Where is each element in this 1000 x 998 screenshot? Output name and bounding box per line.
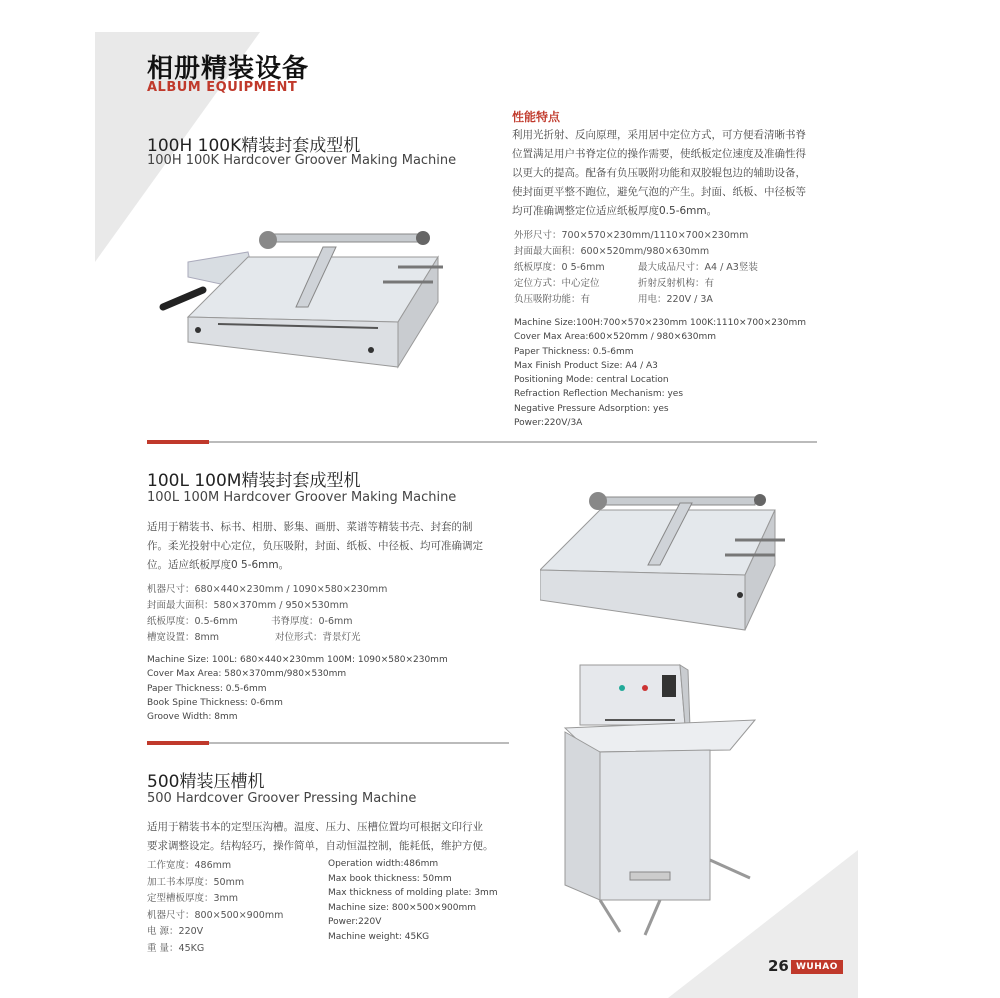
page-title: 相册精装设备 bbox=[147, 54, 310, 84]
spec-row bbox=[147, 630, 507, 646]
spec-line: Power:220V/3A bbox=[514, 418, 583, 429]
spec-line: Max book thickness: 50mm bbox=[328, 873, 452, 884]
spec-cell: 纸板厚度：0.5-6mm bbox=[147, 616, 238, 627]
spec-row bbox=[147, 614, 507, 630]
spec-line: Machine weight: 45KG bbox=[328, 931, 430, 942]
machine-500-image bbox=[560, 660, 760, 940]
spec-cell: 外形尺寸：700×570×230mm/1110×700×230mm bbox=[514, 230, 749, 241]
section2-title-en: 100L 100M Hardcover Groover Making Machine bbox=[147, 490, 457, 505]
spec-line: 电 源：220V bbox=[147, 926, 204, 937]
spec-line: 工作宽度：486mm bbox=[147, 860, 232, 871]
section1-features bbox=[512, 126, 832, 221]
section2-description bbox=[147, 518, 507, 575]
spec-cell: 最大成品尺寸：A4 / A3竖装 bbox=[638, 262, 758, 273]
section3-title-en: 500 Hardcover Groover Pressing Machine bbox=[147, 791, 417, 806]
machine-100l-image bbox=[540, 485, 785, 635]
spec-cell: 对位形式：背景灯光 bbox=[275, 632, 361, 643]
spec-line: Cover Max Area: 580×370mm/980×530mm bbox=[147, 669, 347, 680]
machine-100h-image bbox=[158, 222, 448, 372]
spec-line: Cover Max Area:600×520mm / 980×630mm bbox=[514, 332, 717, 343]
spec-row bbox=[514, 228, 834, 244]
section2-specs-en bbox=[147, 653, 507, 724]
desc-line: 适用于精装书、标书、相册、影集、画册、菜谱等精装书壳、封套的制 bbox=[147, 521, 473, 533]
spec-line: 机器尺寸：800×500×900mm bbox=[147, 909, 284, 921]
section2-title-cn: 100L 100M精装封套成型机 bbox=[147, 471, 361, 491]
spec-row bbox=[514, 244, 834, 260]
spec-line: 加工书本厚度：50mm bbox=[147, 876, 245, 888]
page-subtitle: ALBUM EQUIPMENT bbox=[147, 80, 298, 95]
spec-line: Positioning Mode: central Location bbox=[514, 375, 669, 386]
section1-title-en: 100H 100K Hardcover Groover Making Machine bbox=[147, 153, 457, 168]
section3-specs-en bbox=[328, 857, 528, 944]
section2-specs-cn bbox=[147, 582, 507, 646]
spec-line: Negative Pressure Adsorption: yes bbox=[514, 403, 669, 414]
spec-cell: 折射反射机构：有 bbox=[638, 278, 715, 289]
feature-line: 使封面更平整不跑位，避免气泡的产生。封面、纸板、中径板等 bbox=[512, 186, 806, 198]
spec-cell: 定位方式：中心定位 bbox=[514, 278, 600, 289]
spec-line: Max Finish Product Size: A4 / A3 bbox=[514, 360, 658, 371]
spec-line: Machine Size:100H:700×570×230mm 100K:1110×700×230mm bbox=[514, 318, 807, 328]
section1-specs-en bbox=[514, 316, 834, 430]
spec-row bbox=[514, 292, 834, 308]
feature-line: 均可准确调整定位适应纸板厚度0.5-6mm。 bbox=[512, 205, 718, 217]
feature-line: 利用光折射、反向原理，采用居中定位方式，可方便看清晰书脊 bbox=[512, 129, 806, 141]
spec-line: Refraction Reflection Mechanism: yes bbox=[514, 389, 684, 400]
feature-line: 位置满足用户书脊定位的操作需要，使纸板定位速度及准确性得 bbox=[512, 148, 806, 160]
desc-line: 位。适应纸板厚度0 5-6mm。 bbox=[147, 559, 290, 571]
spec-cell: 用电：220V / 3A bbox=[638, 294, 713, 305]
desc-line: 作。柔光投射中心定位，负压吸附，封面、纸板、中径板、均可准确调定 bbox=[147, 540, 483, 552]
spec-line: Power:220V bbox=[328, 917, 382, 927]
spec-cell: 纸板厚度：0 5-6mm bbox=[514, 262, 605, 273]
spec-line: 重 量：45KG bbox=[147, 942, 205, 954]
spec-line: Groove Width: 8mm bbox=[147, 712, 238, 723]
spec-line: Paper Thickness: 0.5-6mm bbox=[514, 346, 634, 357]
spec-line: Max thickness of molding plate: 3mm bbox=[328, 888, 498, 898]
section-divider bbox=[147, 441, 817, 443]
brand-logo: WUHAO bbox=[791, 960, 843, 974]
spec-line: Book Spine Thickness: 0-6mm bbox=[147, 697, 283, 708]
section3-title-cn: 500精装压槽机 bbox=[147, 772, 265, 792]
spec-line: Machine size: 800×500×900mm bbox=[328, 902, 477, 913]
spec-line: Operation width:486mm bbox=[328, 859, 439, 869]
section3-specs-cn bbox=[147, 858, 327, 957]
spec-row bbox=[147, 598, 507, 614]
spec-cell: 封面最大面积：600×520mm/980×630mm bbox=[514, 246, 710, 257]
spec-cell: 封面最大面积：580×370mm / 950×530mm bbox=[147, 600, 349, 611]
spec-line: 定型槽板厚度：3mm bbox=[147, 893, 239, 904]
spec-cell: 机器尺寸：680×440×230mm / 1090×580×230mm bbox=[147, 584, 388, 595]
desc-line: 适用于精装书本的定型压沟槽。温度、压力、压槽位置均可根据文印行业 bbox=[147, 821, 483, 833]
spec-line: Machine Size: 100L: 680×440×230mm 100M: 1090×580×230mm bbox=[147, 655, 448, 665]
page-number: 26 bbox=[768, 957, 789, 975]
section3-description bbox=[147, 818, 517, 856]
feature-line: 以更大的提高。配备有负压吸附功能和双胶辊包边的辅助设备， bbox=[512, 167, 806, 179]
spec-cell: 负压吸附功能：有 bbox=[514, 294, 591, 305]
spec-row bbox=[514, 276, 834, 292]
spec-row bbox=[147, 582, 507, 598]
spec-cell: 书脊厚度：0-6mm bbox=[271, 616, 353, 627]
feature-title: 性能特点 bbox=[512, 110, 561, 124]
spec-row bbox=[514, 260, 834, 276]
spec-line: Paper Thickness: 0.5-6mm bbox=[147, 683, 267, 694]
section1-specs-cn bbox=[514, 228, 834, 308]
section1-title-cn: 100H 100K精装封套成型机 bbox=[147, 136, 361, 156]
spec-cell: 槽宽设置：8mm bbox=[147, 632, 220, 643]
desc-line: 要求调整设定。结构轻巧，操作简单，自动恒温控制，能耗低，维护方便。 bbox=[147, 840, 494, 852]
section-divider bbox=[147, 742, 509, 744]
